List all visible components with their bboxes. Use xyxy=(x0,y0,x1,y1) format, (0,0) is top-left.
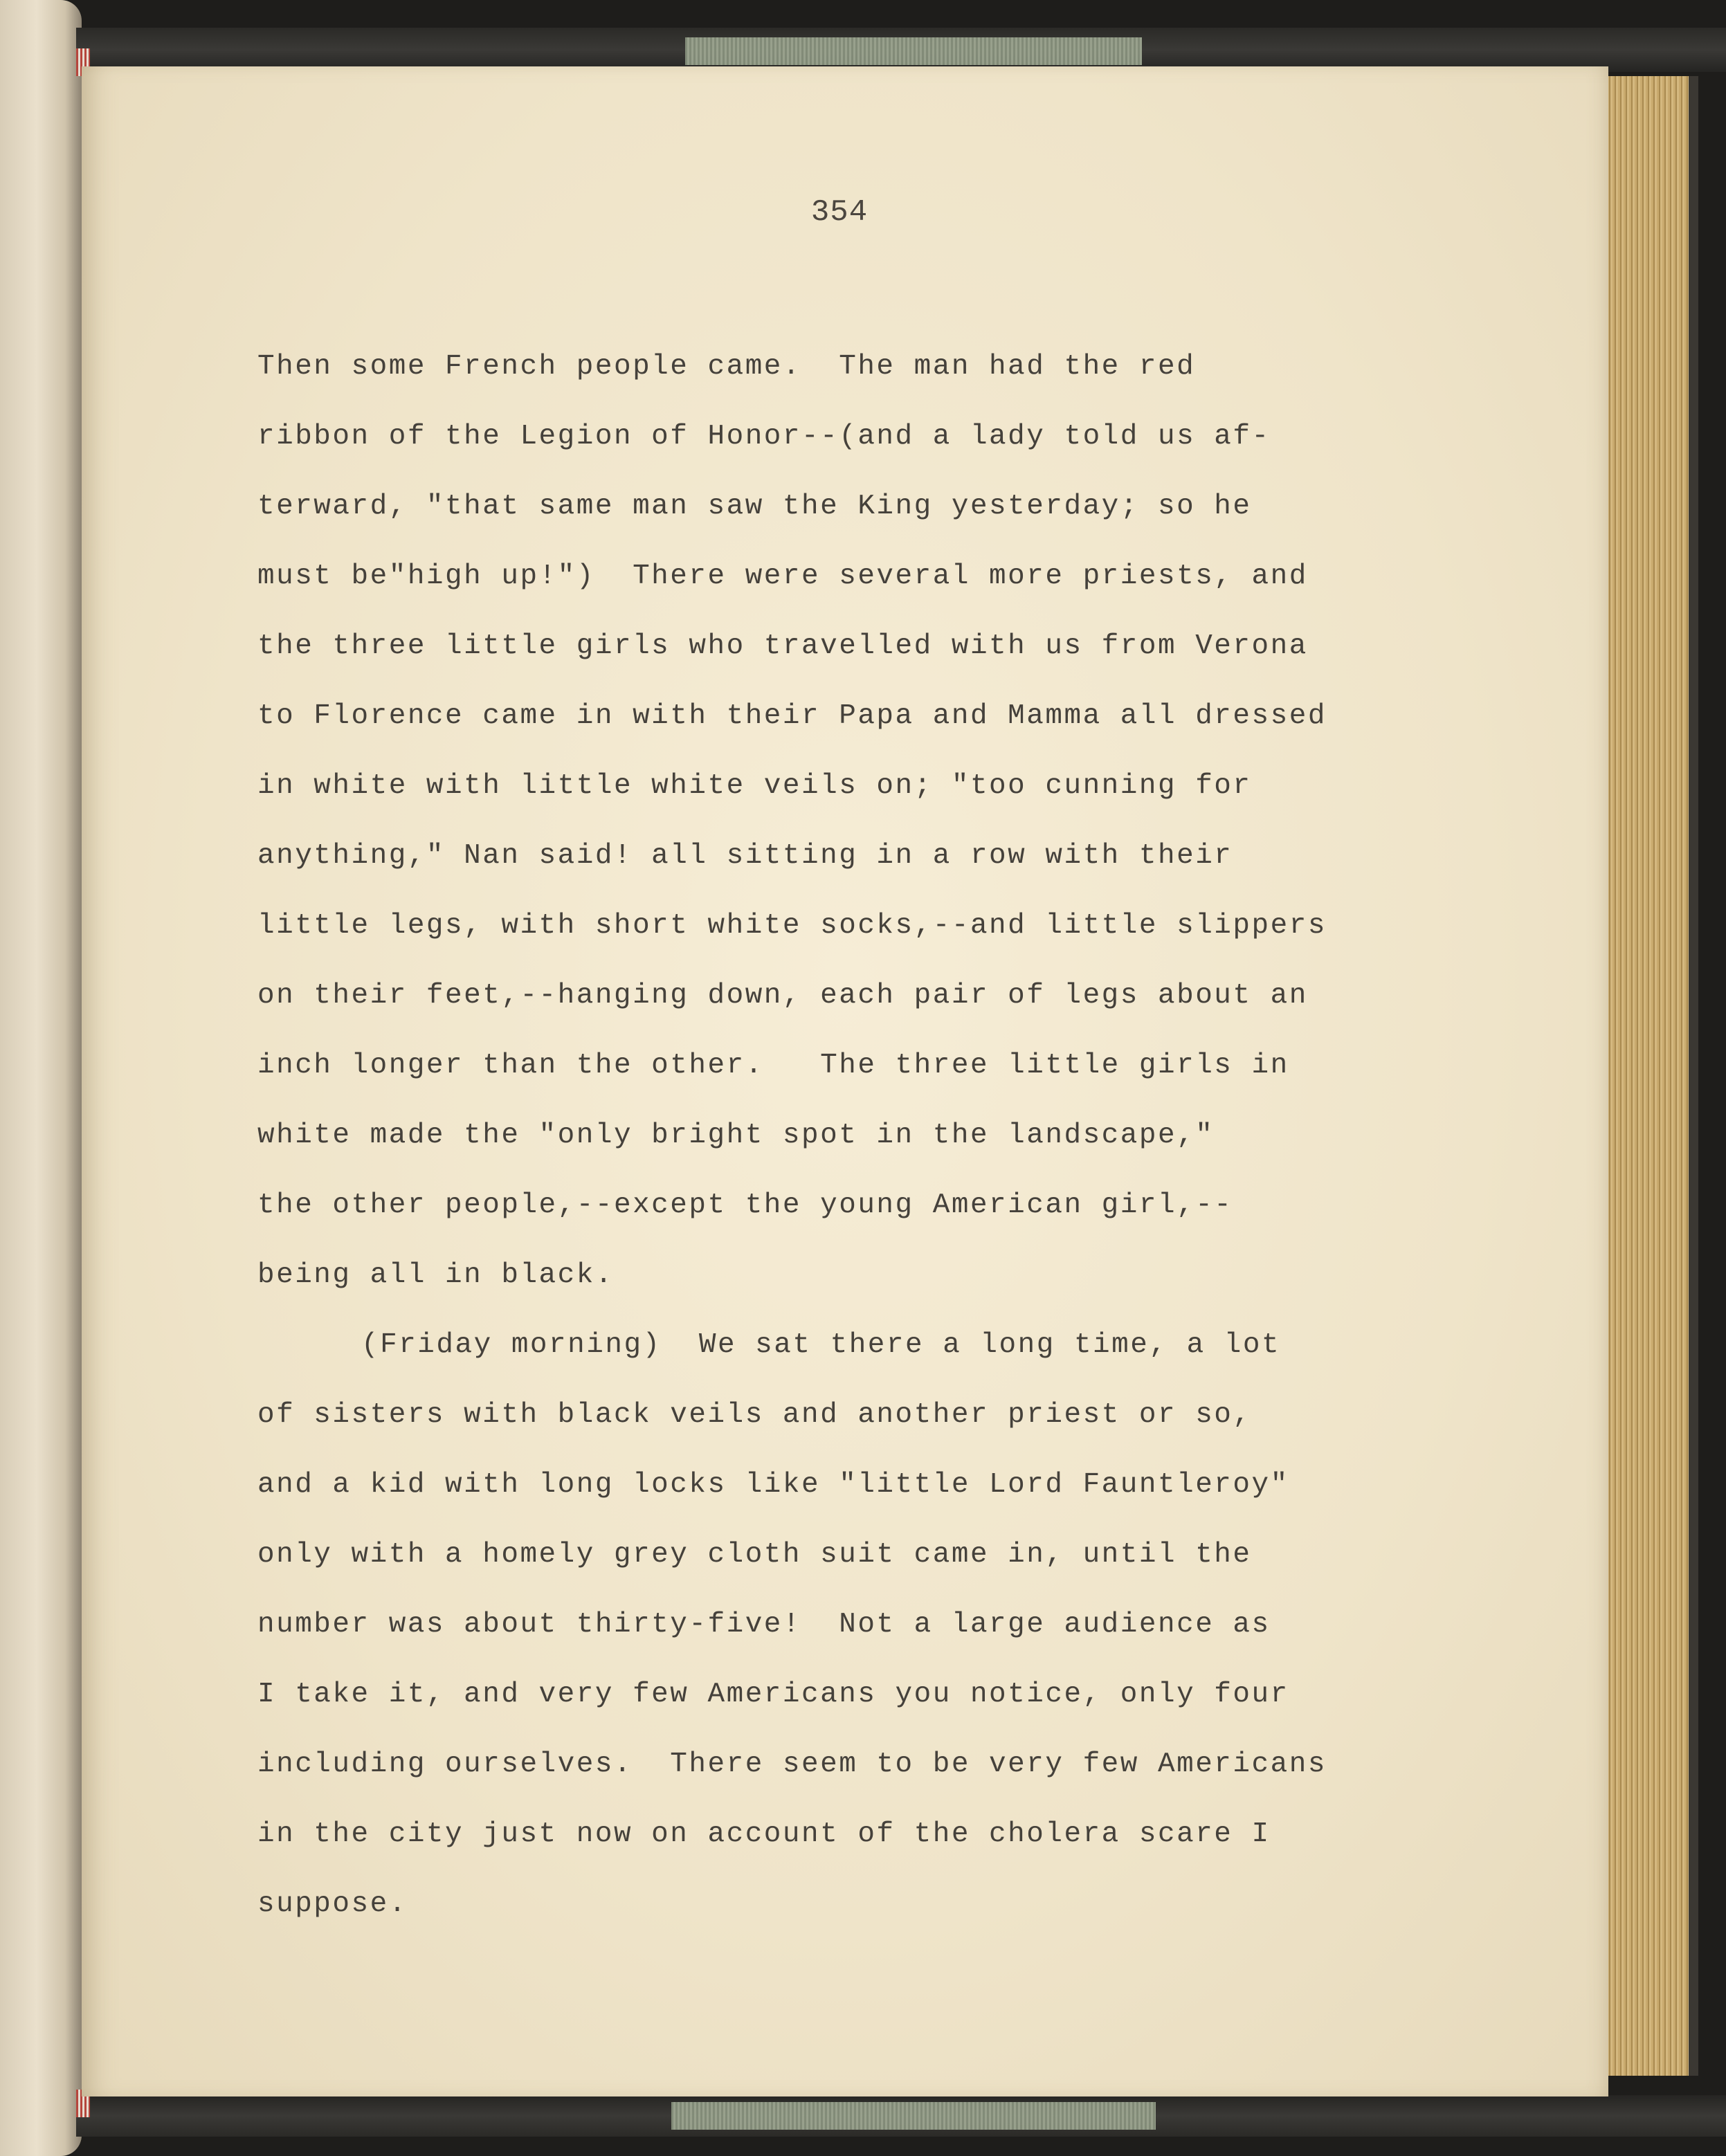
text-line: only with a homely grey cloth suit came in, until the xyxy=(257,1539,1252,1571)
text-line: suppose. xyxy=(257,1888,408,1920)
text-line: the three little girls who travelled with us from Verona xyxy=(257,630,1308,662)
text-line: Then some French people came. The man had the red xyxy=(257,351,1196,383)
text-line: white made the "only bright spot in the landscape," xyxy=(257,1120,1215,1151)
text-line: the other people,--except the young American girl,-- xyxy=(257,1189,1233,1221)
text-line: ribbon of the Legion of Honor--(and a lady told us af- xyxy=(257,421,1271,453)
text-line: number was about thirty-five! Not a large audience as xyxy=(257,1609,1271,1641)
book-page xyxy=(82,66,1608,2096)
book-cover-top xyxy=(76,28,1726,72)
text-line: (Friday morning) We sat there a long time, a lot xyxy=(361,1329,1281,1361)
text-line: on their feet,--hanging down, each pair of legs about an xyxy=(257,980,1308,1012)
text-line: little legs, with short white socks,--and little slippers xyxy=(257,910,1327,942)
text-line: including ourselves. There seem to be very few Americans xyxy=(257,1748,1327,1780)
text-line: of sisters with black veils and another priest or so, xyxy=(257,1399,1252,1431)
text-line: terward, "that same man saw the King yesterday; so he xyxy=(257,491,1252,522)
cover-cloth-bottom xyxy=(671,2102,1156,2130)
text-line: inch longer than the other. The three little girls in xyxy=(257,1050,1289,1081)
text-line: I take it, and very few Americans you notice, only four xyxy=(257,1679,1289,1710)
text-line: in the city just now on account of the cholera scare I xyxy=(257,1818,1271,1850)
page-body-text xyxy=(257,332,1572,1939)
page-number: 354 xyxy=(810,195,869,230)
text-line: and a kid with long locks like "little Lord Fauntleroy" xyxy=(257,1469,1289,1501)
text-line: must be"high up!") There were several more priests, and xyxy=(257,560,1308,592)
facing-page-edge xyxy=(0,0,82,2156)
book-cover-bottom xyxy=(76,2095,1726,2137)
text-line: to Florence came in with their Papa and Mamma all dressed xyxy=(257,700,1327,732)
text-line: in white with little white veils on; "too cunning for xyxy=(257,770,1252,802)
text-line: being all in black. xyxy=(257,1259,614,1291)
text-line: anything," Nan said! all sitting in a row with their xyxy=(257,840,1233,872)
cover-cloth-top xyxy=(685,37,1142,65)
page-block-shadow xyxy=(1689,76,1698,2076)
